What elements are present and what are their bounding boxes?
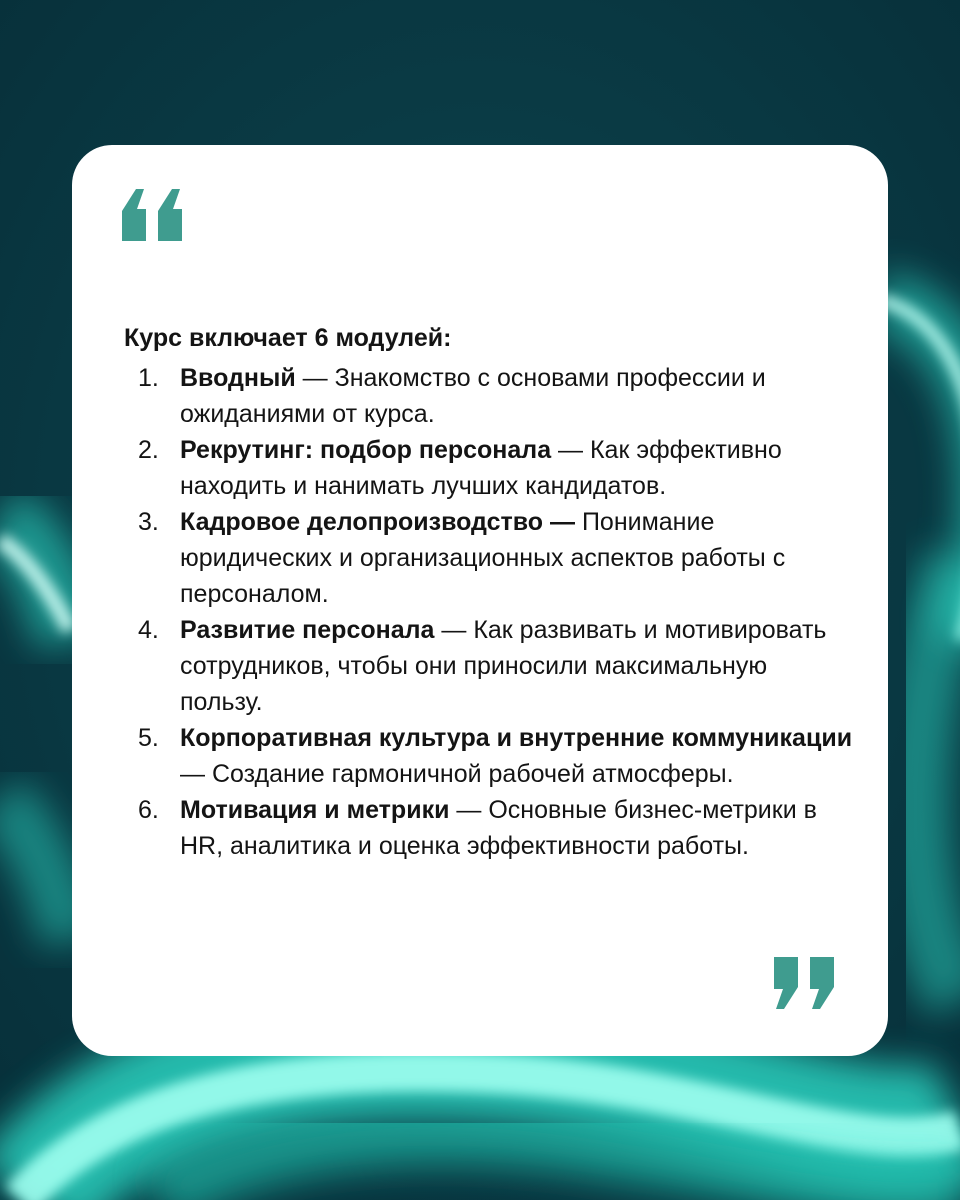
quote-open-icon (122, 189, 186, 241)
quote-card (72, 145, 888, 1056)
item-title: Рекрутинг: подбор персонала (180, 436, 552, 464)
item-description: — Как эффективно находить и нанимать лучших кандидатов. (180, 436, 782, 500)
module-list-section (124, 320, 854, 864)
item-description: — Создание гармоничной рабочей атмосферы. (180, 760, 734, 788)
list-item (124, 612, 854, 720)
list-item (124, 504, 854, 612)
item-description: — Основные бизнес-метрики в HR, аналитика и оценка эффективности работы. (180, 796, 817, 860)
item-description: — Как развивать и мотивировать сотрудников, чтобы они приносили максимальную пользу. (180, 616, 827, 716)
item-number: 6. (138, 796, 159, 824)
item-description: Понимание юридических и организационных аспектов работы с персоналом. (180, 508, 786, 608)
list-item (124, 360, 854, 432)
item-title: Кадровое делопроизводство — (180, 508, 575, 536)
module-list (124, 360, 854, 864)
item-title: Мотивация и метрики (180, 796, 450, 824)
item-title: Корпоративная культура и внутренние коммуникации (180, 724, 853, 752)
item-number: 2. (138, 436, 159, 464)
item-description: — Знакомство с основами профессии и ожиданиями от курса. (180, 364, 766, 428)
item-title: Вводный (180, 364, 296, 392)
item-number: 1. (138, 364, 159, 392)
section-heading: Курс включает 6 модулей: (124, 324, 452, 352)
item-number: 5. (138, 724, 159, 752)
item-number: 3. (138, 508, 159, 536)
item-number: 4. (138, 616, 159, 644)
quote-close-icon (774, 957, 838, 1009)
list-item (124, 792, 854, 864)
list-item (124, 432, 854, 504)
list-item (124, 720, 854, 792)
item-title: Развитие персонала (180, 616, 435, 644)
